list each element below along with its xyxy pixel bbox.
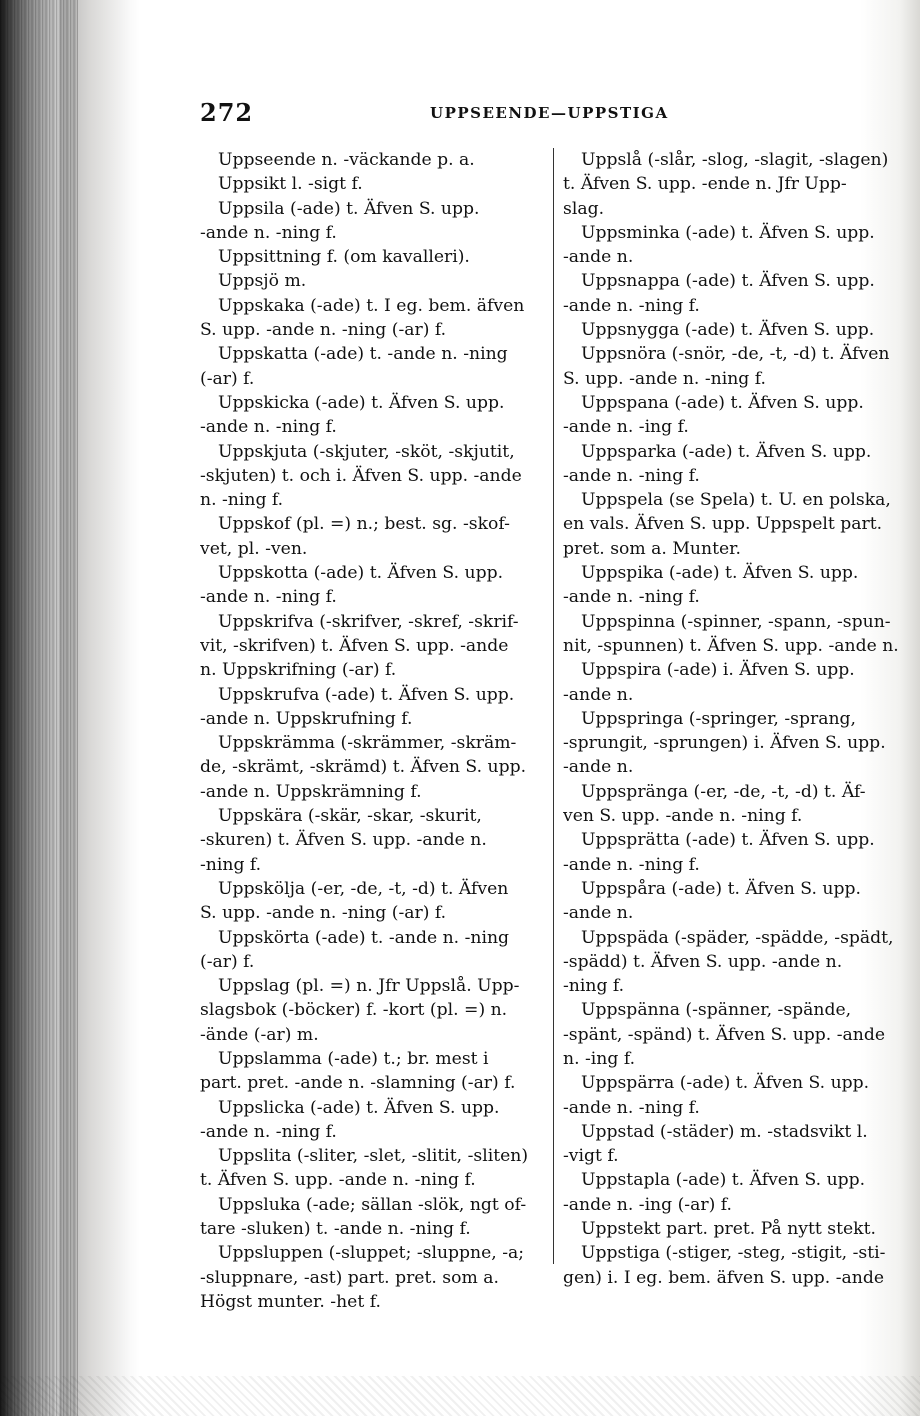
dictionary-line: Uppskatta (-ade) t. -ande n. -ning xyxy=(218,344,508,365)
dictionary-line: Uppsminka (-ade) t. Äfven S. upp. xyxy=(581,222,875,243)
dictionary-line: Uppsparka (-ade) t. Äfven S. upp. xyxy=(581,441,872,462)
page-number: 272 xyxy=(200,98,254,127)
dictionary-line: Uppskrämma (-skrämmer, -skräm- xyxy=(218,733,517,754)
right-column xyxy=(563,148,915,1290)
dictionary-line: Uppslamma (-ade) t.; br. mest i xyxy=(218,1048,489,1069)
dictionary-line: vet, pl. -ven. xyxy=(200,538,308,559)
column-divider xyxy=(553,148,554,1264)
dictionary-line: Uppseende n. -väckande p. a. xyxy=(218,150,475,170)
dictionary-line: -ande n. xyxy=(563,684,634,705)
dictionary-line: slagsbok (-böcker) f. -kort (pl. =) n. xyxy=(200,1000,508,1021)
page-edge-texture xyxy=(0,1376,920,1416)
dictionary-line: -ande n. -ning f. xyxy=(200,1121,337,1142)
dictionary-line: en vals. Äfven S. upp. Uppspelt part. xyxy=(563,514,883,535)
dictionary-line: Uppspäda (-späder, -spädde, -spädt, xyxy=(581,927,894,948)
dictionary-line: Uppskrufva (-ade) t. Äfven S. upp. xyxy=(218,684,515,705)
dictionary-line: Uppskörta (-ade) t. -ande n. -ning xyxy=(218,927,510,948)
dictionary-line: Uppskära (-skär, -skar, -skurit, xyxy=(218,806,482,827)
dictionary-line: -ande n. -ing f. xyxy=(563,417,689,438)
dictionary-line: Uppspela (se Spela) t. U. en polska, xyxy=(581,490,891,511)
dictionary-line: slag. xyxy=(563,198,605,219)
dictionary-line: t. Äfven S. upp. -ende n. Jfr Upp- xyxy=(563,174,847,195)
dictionary-line: Uppspärra (-ade) t. Äfven S. upp. xyxy=(581,1073,870,1094)
dictionary-line: Uppslå (-slår, -slog, -slagit, -slagen) xyxy=(581,150,889,170)
dictionary-line: S. upp. -ande n. -ning f. xyxy=(563,368,766,389)
dictionary-line: -skjuten) t. och i. Äfven S. upp. -ande xyxy=(200,465,522,486)
dictionary-line: Uppstapla (-ade) t. Äfven S. upp. xyxy=(581,1170,866,1191)
dictionary-line: Uppsnappa (-ade) t. Äfven S. upp. xyxy=(581,271,875,292)
dictionary-line: -ande n. -ning f. xyxy=(563,295,700,316)
dictionary-line: -ände (-ar) m. xyxy=(200,1024,319,1045)
dictionary-line: -ande n. xyxy=(563,757,634,778)
dictionary-line: Uppstad (-städer) m. -stadsvikt l. xyxy=(581,1121,868,1142)
dictionary-line: -skuren) t. Äfven S. upp. -ande n. xyxy=(200,830,487,851)
dictionary-line: -ande n. -ning f. xyxy=(200,587,337,608)
dictionary-line: -spädd) t. Äfven S. upp. -ande n. xyxy=(563,951,843,972)
dictionary-line: -spänt, -spänd) t. Äfven S. upp. -ande xyxy=(563,1024,886,1045)
dictionary-line: -vigt f. xyxy=(563,1146,619,1167)
dictionary-line: Uppsikt l. -sigt f. xyxy=(218,174,363,195)
dictionary-line: (-ar) f. xyxy=(200,951,255,972)
dictionary-line: Uppslag (pl. =) n. Jfr Uppslå. Upp- xyxy=(218,976,520,997)
dictionary-line: Uppsila (-ade) t. Äfven S. upp. xyxy=(218,198,480,219)
dictionary-line: -ning f. xyxy=(200,854,262,875)
dictionary-line: (-ar) f. xyxy=(200,368,255,389)
dictionary-line: -ande n. -ning f. xyxy=(563,587,700,608)
dictionary-line: pret. som a. Munter. xyxy=(563,538,741,559)
dictionary-line: -ning f. xyxy=(563,976,625,997)
dictionary-line: vit, -skrifven) t. Äfven S. upp. -ande xyxy=(200,635,509,656)
dictionary-line: -ande n. -ning f. xyxy=(200,222,337,243)
dictionary-line: t. Äfven S. upp. -ande n. -ning f. xyxy=(200,1170,476,1191)
dictionary-line: Uppsluppen (-sluppet; -sluppne, -a; xyxy=(218,1243,525,1264)
dictionary-line: Uppskicka (-ade) t. Äfven S. upp. xyxy=(218,392,505,413)
dictionary-line: Högst munter. -het f. xyxy=(200,1291,381,1312)
dictionary-line: de, -skrämt, -skrämd) t. Äfven S. upp. xyxy=(200,757,527,778)
dictionary-line: Uppspana (-ade) t. Äfven S. upp. xyxy=(581,392,864,413)
dictionary-line: n. -ing f. xyxy=(563,1048,636,1069)
dictionary-line: Uppskaka (-ade) t. I eg. bem. äfven xyxy=(218,295,525,316)
dictionary-line: part. pret. -ande n. -slamning (-ar) f. xyxy=(200,1073,516,1094)
dictionary-line: Uppspinna (-spinner, -spann, -spun- xyxy=(581,611,891,632)
dictionary-line: Uppspira (-ade) i. Äfven S. upp. xyxy=(581,660,855,681)
dictionary-line: -ande n. -ning f. xyxy=(563,854,700,875)
dictionary-line: Uppspänna (-spänner, -spände, xyxy=(581,1000,852,1021)
dictionary-line: Uppskotta (-ade) t. Äfven S. upp. xyxy=(218,563,504,584)
dictionary-line: S. upp. -ande n. -ning (-ar) f. xyxy=(200,320,447,341)
left-column xyxy=(200,148,548,1314)
dictionary-line: -ande n. Uppskrämning f. xyxy=(200,781,422,802)
dictionary-line: Uppsnöra (-snör, -de, -t, -d) t. Äfven xyxy=(581,344,890,365)
dictionary-line: tare -sluken) t. -ande n. -ning f. xyxy=(200,1219,471,1240)
dictionary-line: Uppspränga (-er, -de, -t, -d) t. Äf- xyxy=(581,781,866,802)
dictionary-line: Uppsprätta (-ade) t. Äfven S. upp. xyxy=(581,830,875,851)
dictionary-line: S. upp. -ande n. -ning (-ar) f. xyxy=(200,903,447,924)
dictionary-line: Uppsluka (-ade; sällan -slök, ngt of- xyxy=(218,1194,527,1215)
dictionary-line: Uppspåra (-ade) t. Äfven S. upp. xyxy=(581,878,861,899)
dictionary-line: Uppslita (-sliter, -slet, -slitit, -sliten) xyxy=(218,1146,529,1167)
dictionary-line: Uppstiga (-stiger, -steg, -stigit, -sti- xyxy=(581,1243,886,1264)
dictionary-line: n. -ning f. xyxy=(200,490,284,511)
dictionary-line: -ande n. -ning f. xyxy=(200,417,337,438)
dictionary-line: Uppsjö m. xyxy=(218,271,307,292)
dictionary-line: Uppsnygga (-ade) t. Äfven S. upp. xyxy=(581,320,875,341)
dictionary-line: Uppskof (pl. =) n.; best. sg. -skof- xyxy=(218,514,510,535)
dictionary-line: Uppskölja (-er, -de, -t, -d) t. Äfven xyxy=(218,878,509,899)
dictionary-line: -sprungit, -sprungen) i. Äfven S. upp. xyxy=(563,733,886,754)
dictionary-line: -ande n. -ning f. xyxy=(563,1097,700,1118)
running-head: UPPSEENDE—UPPSTIGA xyxy=(430,104,669,122)
dictionary-line: Uppspika (-ade) t. Äfven S. upp. xyxy=(581,563,859,584)
dictionary-line: -ande n. xyxy=(563,903,634,924)
dictionary-line: -ande n. -ning f. xyxy=(563,465,700,486)
gutter-shadow xyxy=(60,0,140,1416)
dictionary-line: nit, -spunnen) t. Äfven S. upp. -ande n. xyxy=(563,635,899,656)
dictionary-line: Uppstekt part. pret. På nytt stekt. xyxy=(581,1219,876,1240)
dictionary-line: Uppsittning f. (om kavalleri). xyxy=(218,247,470,268)
dictionary-line: -sluppnare, -ast) part. pret. som a. xyxy=(200,1267,499,1288)
dictionary-line: Uppskjuta (-skjuter, -sköt, -skjutit, xyxy=(218,441,515,462)
dictionary-line: -ande n. -ing (-ar) f. xyxy=(563,1194,732,1215)
dictionary-line: Uppslicka (-ade) t. Äfven S. upp. xyxy=(218,1097,500,1118)
dictionary-line: gen) i. I eg. bem. äfven S. upp. -ande xyxy=(563,1267,884,1288)
dictionary-line: n. Uppskrifning (-ar) f. xyxy=(200,660,397,681)
dictionary-line: Uppspringa (-springer, -sprang, xyxy=(581,708,856,729)
dictionary-line: -ande n. Uppskrufning f. xyxy=(200,708,413,729)
dictionary-line: -ande n. xyxy=(563,247,634,268)
dictionary-line: Uppskrifva (-skrifver, -skref, -skrif- xyxy=(218,611,519,632)
dictionary-line: ven S. upp. -ande n. -ning f. xyxy=(563,806,803,827)
